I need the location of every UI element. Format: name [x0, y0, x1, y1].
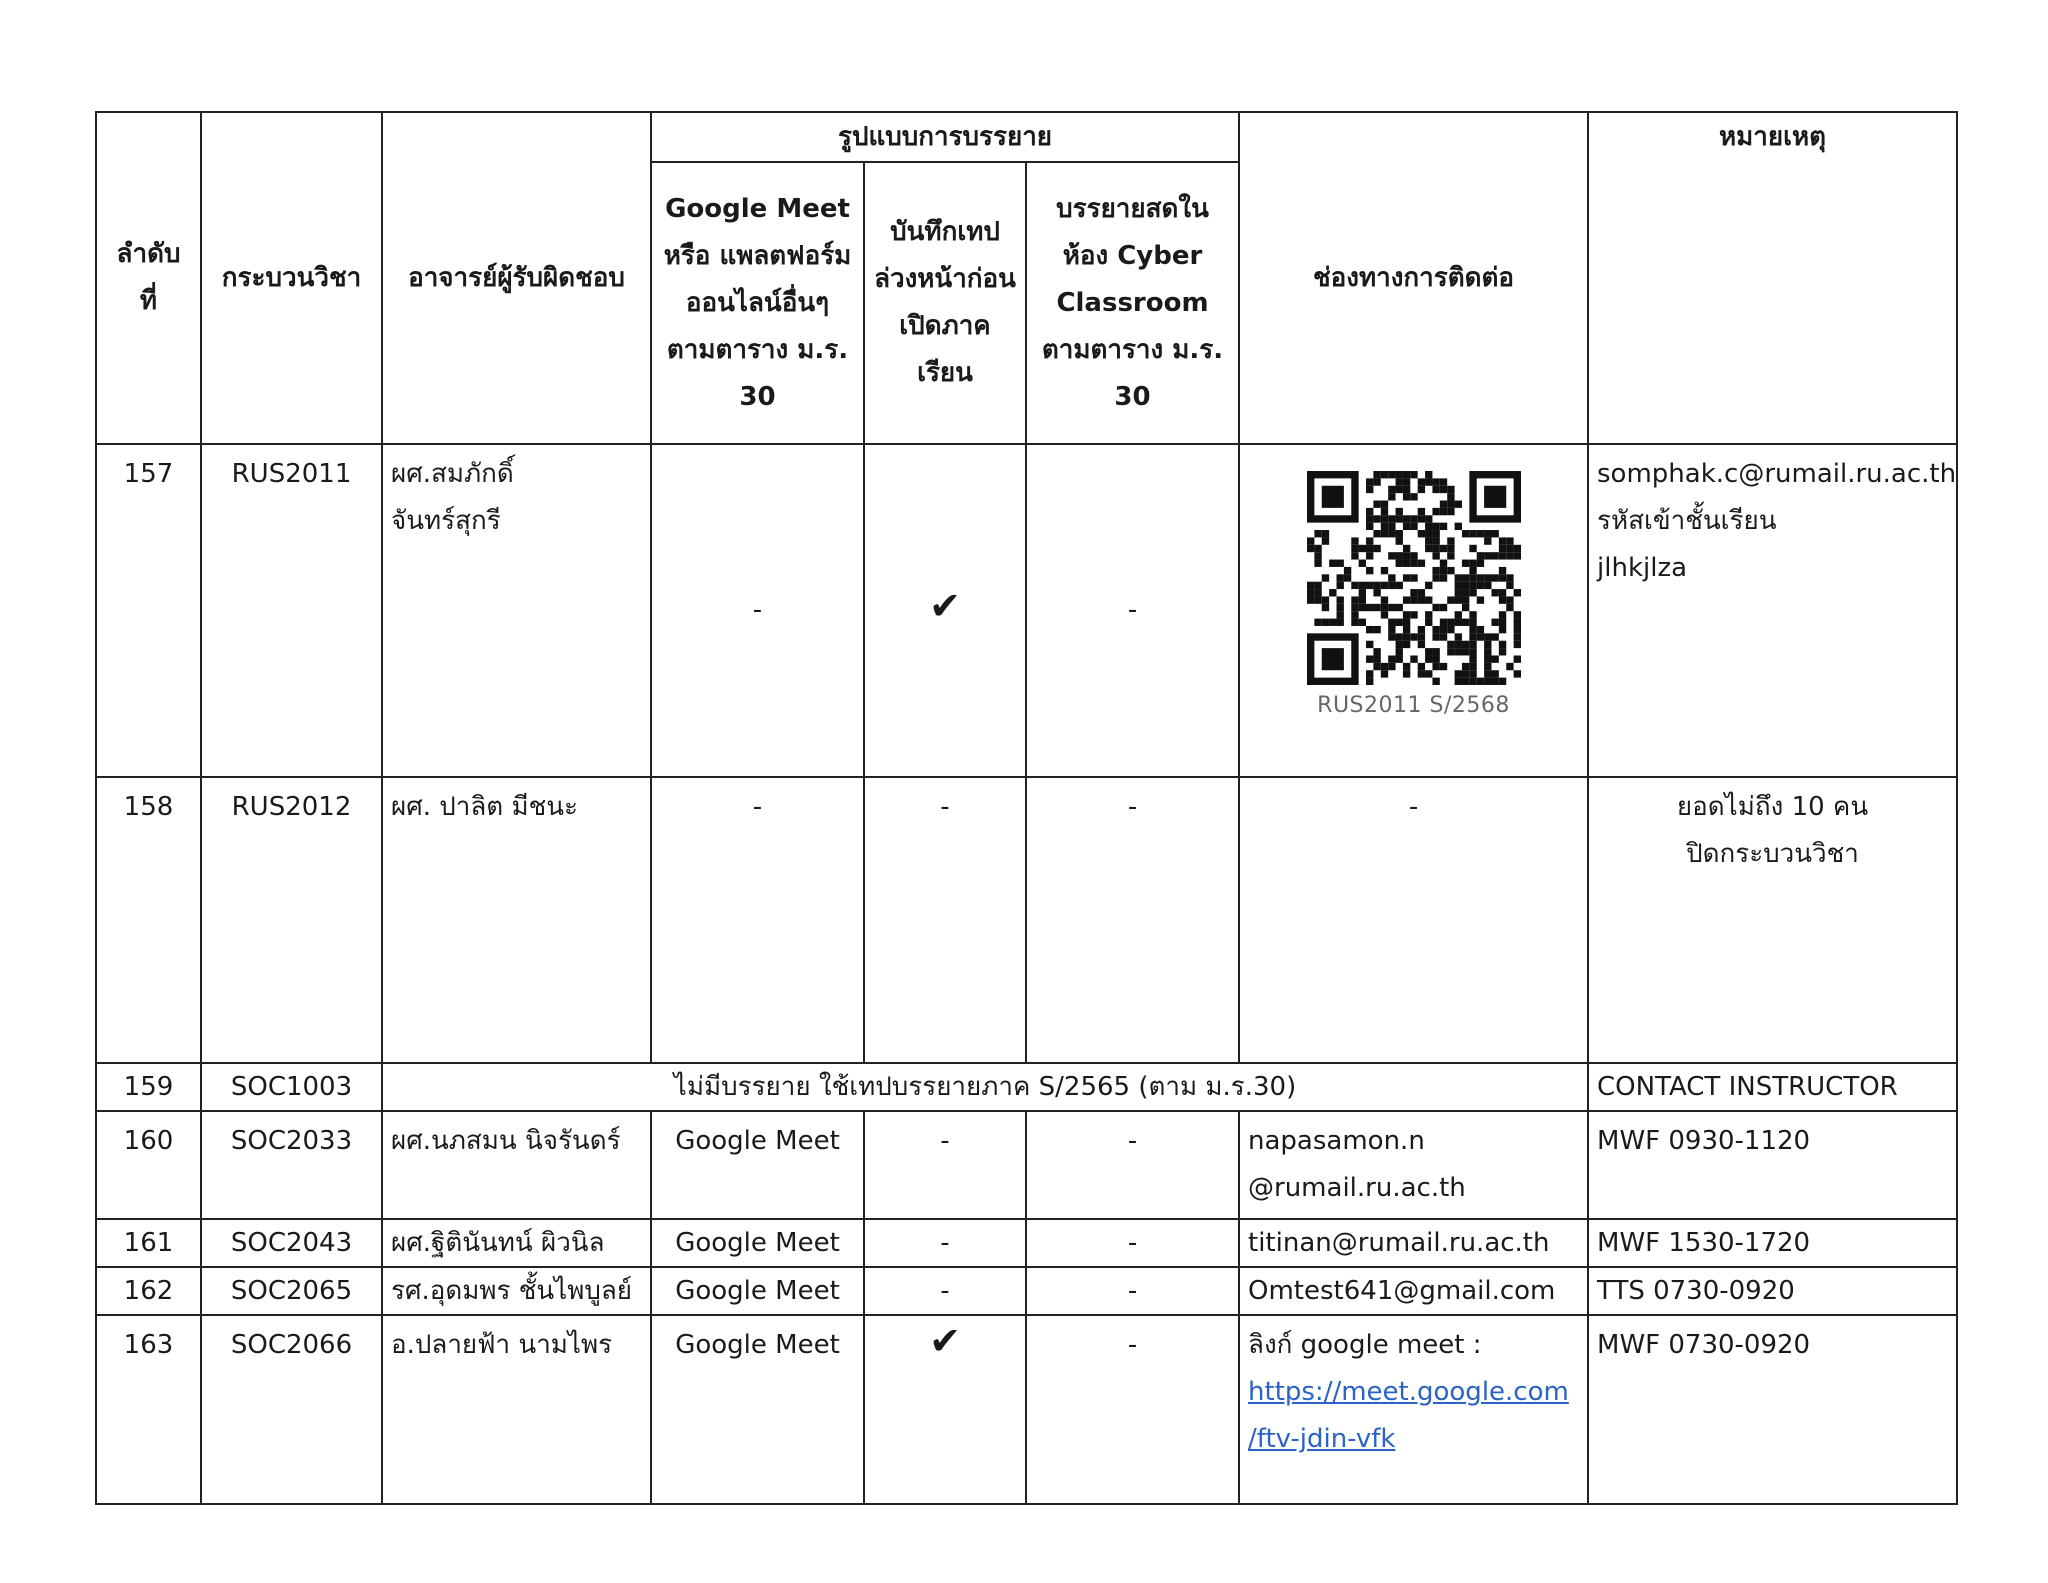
row-contact: - — [1239, 777, 1588, 1063]
table-row — [96, 777, 1957, 1063]
row-contact: Omtest641@gmail.com — [1239, 1267, 1588, 1315]
row-online: Google Meet — [651, 1267, 864, 1315]
row-remark: CONTACT INSTRUCTOR — [1588, 1063, 1957, 1111]
remark-line: รหัสเข้าชั้นเรียน — [1597, 506, 1777, 536]
header-format-group: รูปแบบการบรรยาย — [651, 112, 1239, 162]
row-course: SOC2043 — [201, 1219, 382, 1267]
remark-line: ยอดไม่ถึง 10 คน — [1676, 792, 1869, 822]
header-instructor: อาจารย์ผู้รับผิดชอบ — [382, 112, 651, 444]
row-no: 163 — [96, 1315, 201, 1504]
row-remark — [1588, 777, 1957, 1063]
row-contact — [1239, 1315, 1588, 1504]
qr-code-icon[interactable] — [1307, 471, 1521, 685]
row-recorded — [864, 444, 1026, 777]
row-online: Google Meet — [651, 1111, 864, 1219]
instructor-line: จันทร์สุกรี — [391, 506, 501, 536]
row-live: - — [1026, 1111, 1239, 1219]
table-row — [96, 1315, 1957, 1504]
row-course: RUS2011 — [201, 444, 382, 777]
row-remark: MWF 0930-1120 — [1588, 1111, 1957, 1219]
row-recorded: - — [864, 1111, 1026, 1219]
row-instructor: อ.ปลายฟ้า นามไพร — [382, 1315, 651, 1504]
row-instructor: รศ.อุดมพร ชั้นไพบูลย์ — [382, 1267, 651, 1315]
header-remark: หมายเหตุ — [1588, 112, 1957, 444]
row-recorded: - — [864, 777, 1026, 1063]
header-no: ลำดับ ที่ — [96, 112, 201, 444]
row-course: SOC1003 — [201, 1063, 382, 1111]
row-no: 161 — [96, 1219, 201, 1267]
row-remark: TTS 0730-0920 — [1588, 1267, 1957, 1315]
remark-email: somphak.c@rumail.ru.ac.th — [1597, 459, 1957, 489]
row-recorded: - — [864, 1219, 1026, 1267]
row-online: Google Meet — [651, 1219, 864, 1267]
row-no: 159 — [96, 1063, 201, 1111]
row-live: - — [1026, 777, 1239, 1063]
table-row — [96, 1111, 1957, 1219]
row-no: 157 — [96, 444, 201, 777]
row-course: SOC2065 — [201, 1267, 382, 1315]
row-instructor: ผศ.นภสมน นิจรันดร์ — [382, 1111, 651, 1219]
row-contact — [1239, 1111, 1588, 1219]
row-no: 158 — [96, 777, 201, 1063]
meet-link[interactable]: /ftv-jdin-vfk — [1248, 1424, 1396, 1454]
meet-link[interactable]: https://meet.google.com — [1248, 1377, 1569, 1407]
row-course: SOC2033 — [201, 1111, 382, 1219]
row-instructor: ผศ. ปาลิต มีชนะ — [382, 777, 651, 1063]
row-recorded: - — [864, 1267, 1026, 1315]
row-remark: MWF 0730-0920 — [1588, 1315, 1957, 1504]
header-contact: ช่องทางการติดต่อ — [1239, 112, 1588, 444]
header-format-online: Google Meet หรือ แพลตฟอร์มออนไลน์อื่นๆ ตามตาราง ม.ร. 30 — [651, 162, 864, 444]
remark-line: ปิดกระบวนวิชา — [1686, 839, 1859, 869]
row-course: RUS2012 — [201, 777, 382, 1063]
header-format-live: บรรยายสดในห้อง Cyber Classroom ตามตาราง ม.ร. 30 — [1026, 162, 1239, 444]
row-remark: MWF 1530-1720 — [1588, 1219, 1957, 1267]
qr-caption: RUS2011 S/2568 — [1317, 693, 1510, 718]
row-contact: titinan@rumail.ru.ac.th — [1239, 1219, 1588, 1267]
row-live: - — [1026, 1267, 1239, 1315]
contact-line: ลิงก์ google meet : — [1248, 1330, 1482, 1360]
instructor-line: ผศ.สมภักดิ์ — [391, 459, 514, 489]
row-live: - — [1026, 1315, 1239, 1504]
header-row — [96, 112, 1957, 162]
check-icon: ✔ — [929, 1319, 961, 1363]
row-instructor: ผศ.ฐิตินันทน์ ผิวนิล — [382, 1219, 651, 1267]
header-course: กระบวนวิชา — [201, 112, 382, 444]
row-online: Google Meet — [651, 1315, 864, 1504]
remark-code: jlhkjlza — [1597, 553, 1688, 583]
row-no: 162 — [96, 1267, 201, 1315]
table-row — [96, 1063, 1957, 1111]
table-row — [96, 1219, 1957, 1267]
contact-line: @rumail.ru.ac.th — [1248, 1173, 1466, 1203]
row-online: - — [651, 777, 864, 1063]
table-row — [96, 444, 1957, 777]
qr-block — [1248, 451, 1579, 721]
row-online: - — [651, 444, 864, 777]
row-contact — [1239, 444, 1588, 777]
row-merged-note: ไม่มีบรรยาย ใช้เทปบรรยายภาค S/2565 (ตาม ม.ร.30) — [382, 1063, 1588, 1111]
header-format-recorded: บันทึกเทปล่วงหน้าก่อนเปิดภาคเรียน — [864, 162, 1026, 444]
row-remark — [1588, 444, 1957, 777]
row-course: SOC2066 — [201, 1315, 382, 1504]
row-recorded — [864, 1315, 1026, 1504]
check-icon: ✔ — [929, 583, 961, 628]
table-row — [96, 1267, 1957, 1315]
row-no: 160 — [96, 1111, 201, 1219]
contact-line: napasamon.n — [1248, 1126, 1425, 1156]
row-instructor — [382, 444, 651, 777]
schedule-table — [95, 111, 1958, 1505]
row-live: - — [1026, 444, 1239, 777]
row-live: - — [1026, 1219, 1239, 1267]
